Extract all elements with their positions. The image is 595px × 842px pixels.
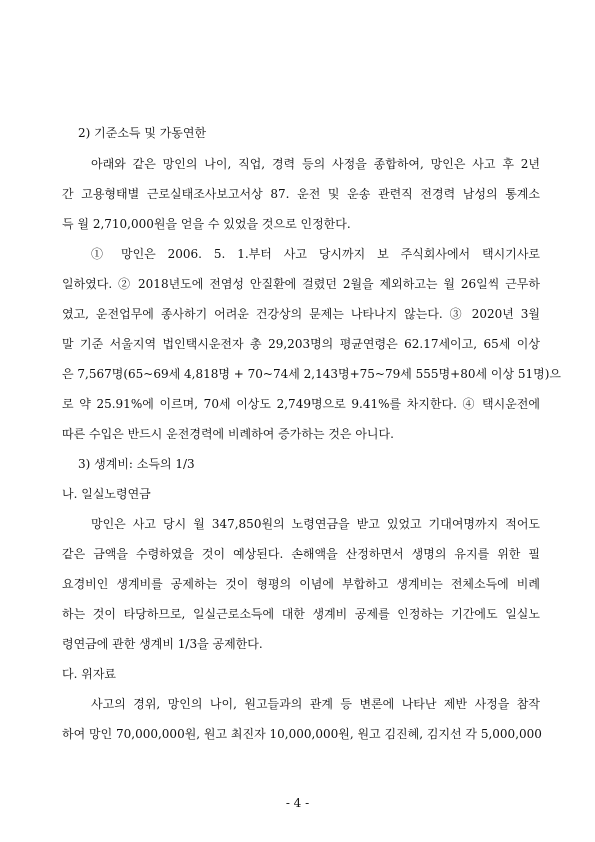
section-heading-lost-pension: 나. 일실노령연금 [62,487,151,501]
paragraph-line: 말 기준 서울지역 법인택시운전자 총 29,203명의 평균연령은 62.17세이고, 65세 이상 [62,337,540,351]
paragraph-line: 로 약 25.91%에 이르며, 70세 이상도 2,749명으로 9.41%를 차지한다. ④ 택시운전에 [62,397,540,411]
paragraph-line: ① 망인은 2006. 5. 1.부터 사고 당시까지 보 주식회사에서 택시기사로 [91,247,540,261]
section-heading-living-expenses: 3) 생계비: 소득의 1/3 [78,457,195,471]
paragraph-line: 사고의 경위, 망인의 나이, 원고들과의 관계 등 변론에 나타난 제반 사정을 참작 [91,697,540,711]
page-number: - 4 - [285,796,310,810]
paragraph-line: 였고, 운전업무에 종사하기 어려운 건강상의 문제는 나타나지 않는다. ③ 2020년 3월 [62,307,540,321]
paragraph-line: 아래와 같은 망인의 나이, 직업, 경력 등의 사정을 종합하여, 망인은 사고 후 2년 [91,157,540,171]
paragraph-line: 령연금에 관한 생계비 1/3을 공제한다. [62,637,263,651]
paragraph-line: 요경비인 생계비를 공제하는 것이 형평의 이념에 부합하고 생계비는 전체소득에 비례 [62,577,540,591]
paragraph-line: 하여 망인 70,000,000원, 원고 최진자 10,000,000원, 원고 김진혜, 김지선 각 5,000,000 [62,727,542,741]
paragraph-line: 망인은 사고 당시 월 347,850원의 노령연금을 받고 있었고 기대여명까지 적어도 [91,517,540,531]
paragraph-line: 득 월 2,710,000원을 얻을 수 있었을 것으로 인정한다. [62,217,351,231]
paragraph-line: 같은 금액을 수령하였을 것이 예상된다. 손해액을 산정하면서 생명의 유지를 위한 필 [62,547,540,561]
paragraph-line: 은 7,567명(65~69세 4,818명 + 70~74세 2,143명+75~79세 555명+80세 이상 51명)으 [62,367,562,381]
paragraph-line: 일하였다. ② 2018년도에 전염성 안질환에 걸렸던 2월을 제외하고는 월 26일씩 근무하 [62,277,540,291]
paragraph-line: 따른 수입은 반드시 운전경력에 비례하여 증가하는 것은 아니다. [62,427,394,441]
section-heading-consolation-money: 다. 위자료 [62,667,116,681]
section-heading-base-income: 2) 기준소득 및 가동연한 [78,126,207,140]
paragraph-line: 하는 것이 타당하므로, 일실근로소득에 대한 생계비 공제를 인정하는 기간에도 일실노 [62,607,540,621]
paragraph-line: 간 고용형태별 근로실태조사보고서상 87. 운전 및 운송 관련직 전경력 남성의 통계소 [62,187,540,201]
